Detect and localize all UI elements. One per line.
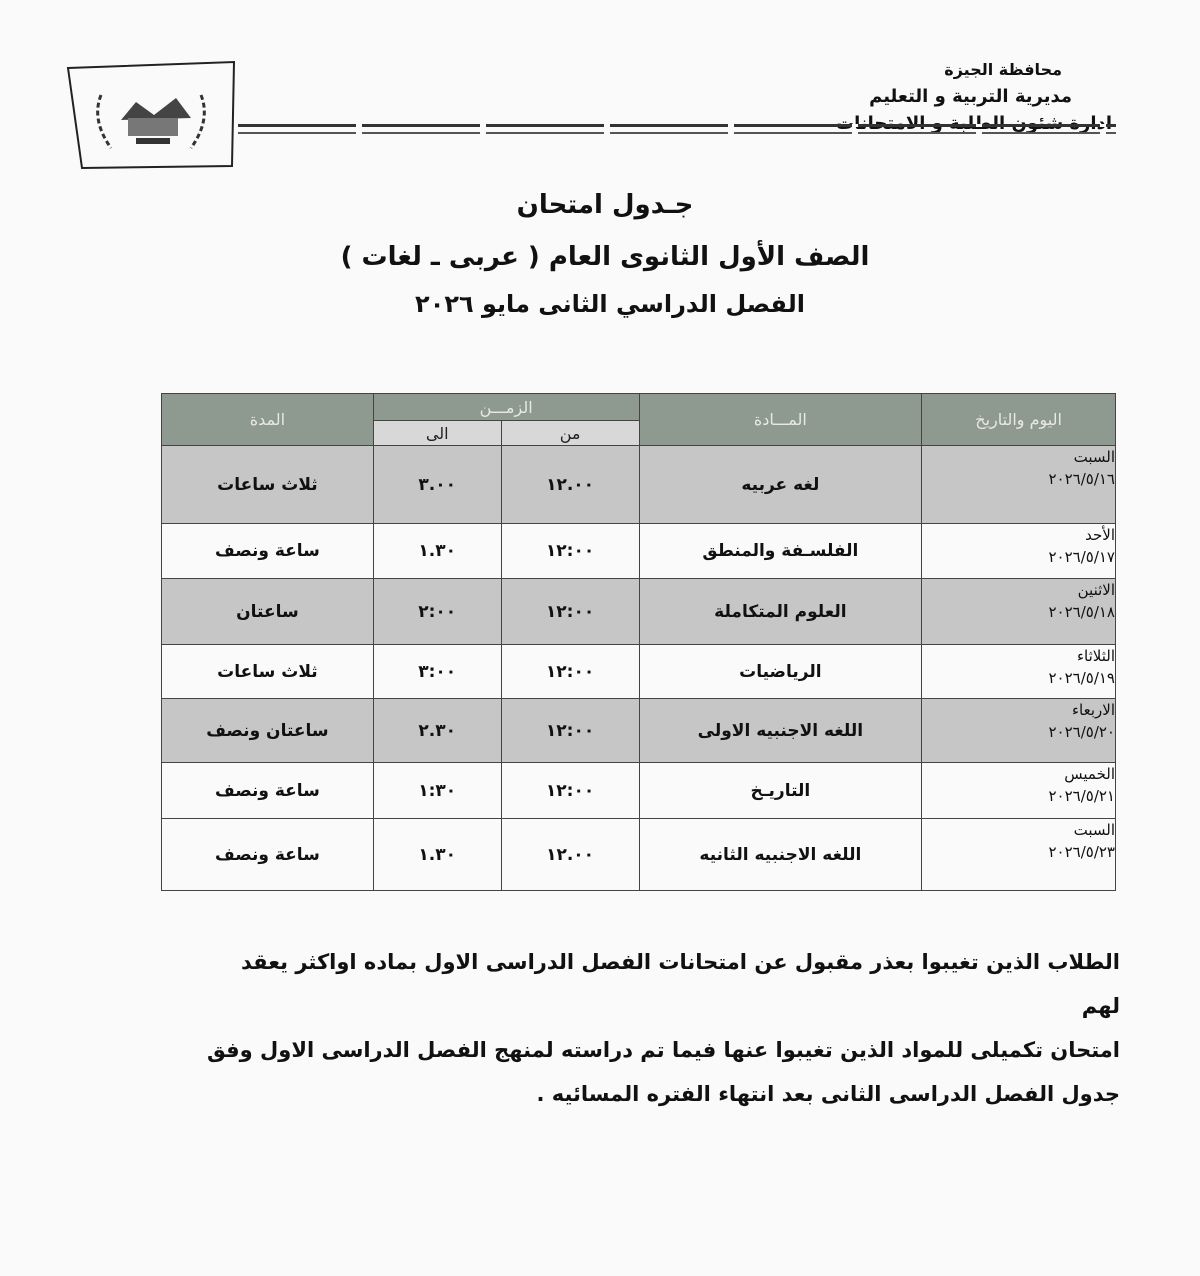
from-cell: ١٢:٠٠ xyxy=(501,579,639,645)
from-cell: ١٢:٠٠ xyxy=(501,763,639,819)
day-cell: الاثنين ٢٠٢٦/٥/١٨ xyxy=(922,579,1116,645)
table-row xyxy=(162,446,1116,524)
from-cell: ١٢:٠٠ xyxy=(501,699,639,763)
duration-cell: ثلاث ساعات xyxy=(162,645,374,699)
header-rule-secondary xyxy=(238,132,1116,134)
day-cell: الاربعاء ٢٠٢٦/٥/٢٠ xyxy=(922,699,1116,763)
duration-cell: ساعة ونصف xyxy=(162,819,374,891)
header-rule xyxy=(238,124,1116,127)
header-from: من xyxy=(501,421,639,446)
note-line: جدول الفصل الدراسى الثانى بعد انتهاء الفتره المسائيه . xyxy=(536,1082,1120,1106)
table-row xyxy=(162,699,1116,763)
grade-title: الصف الأول الثانوى العام ( عربى ـ لغات ) xyxy=(340,242,870,272)
to-cell: ١.٣٠ xyxy=(373,819,501,891)
table-row xyxy=(162,819,1116,891)
to-cell: ٢:٠٠ xyxy=(373,579,501,645)
directorate-logo xyxy=(66,60,236,170)
to-cell: ١.٣٠ xyxy=(373,524,501,579)
table-row xyxy=(162,579,1116,645)
subject-cell: الفلسـفة والمنطق xyxy=(639,524,922,579)
title-block xyxy=(0,190,1200,318)
header-time: الزمـــن xyxy=(373,394,639,421)
duration-cell: ثلاث ساعات xyxy=(162,446,374,524)
to-cell: ٣.٠٠ xyxy=(373,446,501,524)
note-line: امتحان تكميلى للمواد الذين تغيبوا عنها فيما تم دراسته لمنهج الفصل الدراسى الاول وفق xyxy=(207,1038,1120,1062)
absence-note xyxy=(200,940,1120,1116)
day-cell: الثلاثاء ٢٠٢٦/٥/١٩ xyxy=(922,645,1116,699)
subject-cell: لغه عربيه xyxy=(639,446,922,524)
day-cell: السبت ٢٠٢٦/٥/١٦ xyxy=(922,446,1116,524)
from-cell: ١٢:٠٠ xyxy=(501,524,639,579)
document-title: جـدول امتحان xyxy=(516,190,694,220)
from-cell: ١٢:٠٠ xyxy=(501,645,639,699)
exam-schedule-table xyxy=(161,393,1116,891)
header-to: الى xyxy=(373,421,501,446)
subject-cell: اللغه الاجنبيه الثانيه xyxy=(639,819,922,891)
duration-cell: ساعة ونصف xyxy=(162,524,374,579)
note-line: الطلاب الذين تغيبوا بعذر مقبول عن امتحانات الفصل الدراسى الاول بماده اواكثر يعقد لهم xyxy=(241,950,1120,1018)
to-cell: ٣:٠٠ xyxy=(373,645,501,699)
from-cell: ١٢.٠٠ xyxy=(501,819,639,891)
governorate-label: محافظة الجيزة xyxy=(944,60,1062,79)
header-day: اليوم والتاريخ xyxy=(922,394,1116,446)
day-cell: الأحد ٢٠٢٦/٥/١٧ xyxy=(922,524,1116,579)
term-title: الفصل الدراسي الثانى مايو ٢٠٢٦ xyxy=(415,290,805,318)
subject-cell: اللغه الاجنبيه الاولى xyxy=(639,699,922,763)
duration-cell: ساعتان xyxy=(162,579,374,645)
day-cell: السبت ٢٠٢٦/٥/٢٣ xyxy=(922,819,1116,891)
duration-cell: ساعتان ونصف xyxy=(162,699,374,763)
header-duration: المدة xyxy=(162,394,374,446)
header-subject: المـــادة xyxy=(639,394,922,446)
to-cell: ٢.٣٠ xyxy=(373,699,501,763)
day-cell: الخميس ٢٠٢٦/٥/٢١ xyxy=(922,763,1116,819)
to-cell: ١:٣٠ xyxy=(373,763,501,819)
table-row xyxy=(162,645,1116,699)
subject-cell: التاريـخ xyxy=(639,763,922,819)
from-cell: ١٢.٠٠ xyxy=(501,446,639,524)
table-row xyxy=(162,524,1116,579)
subject-cell: الرياضيات xyxy=(639,645,922,699)
subject-cell: العلوم المتكاملة xyxy=(639,579,922,645)
duration-cell: ساعة ونصف xyxy=(162,763,374,819)
table-row xyxy=(162,763,1116,819)
directorate-label: مديرية التربية و التعليم xyxy=(869,86,1072,107)
